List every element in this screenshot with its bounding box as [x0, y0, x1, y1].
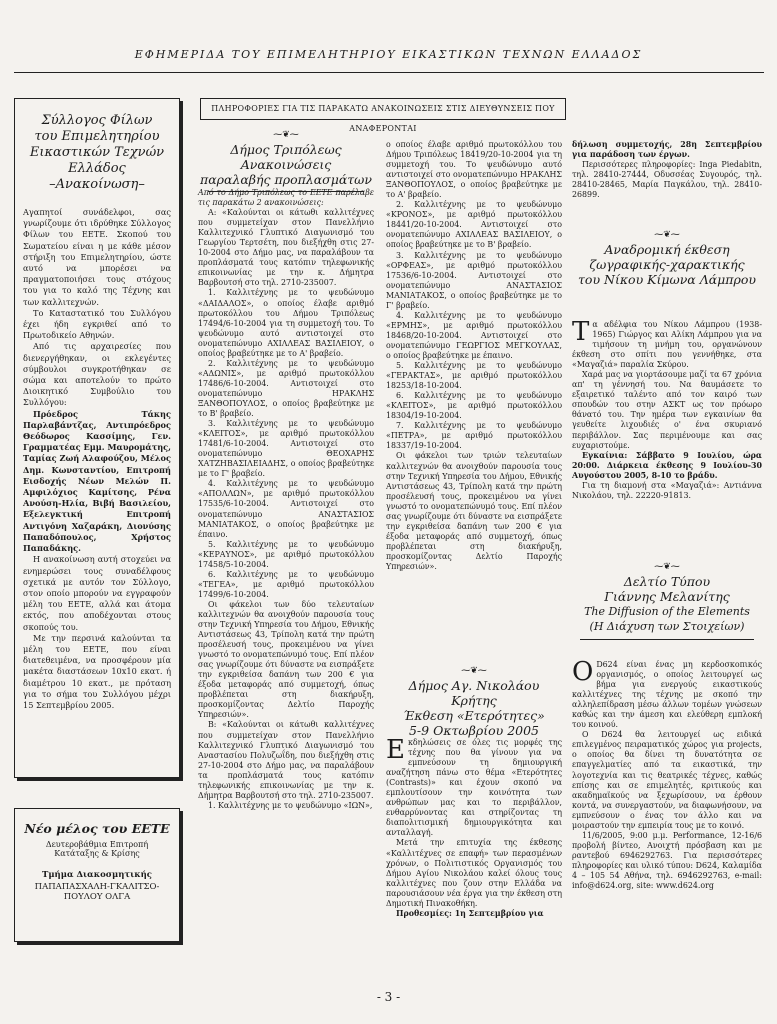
friends-association-text: Αγαπητοί συνάδελφοι, σας γνωρίζουμε ότι ιδρύθηκε Σύλλογος Φίλων του ΕΕΤΕ. Σκοπού του Σωματείου είναι η με κάθε μέσον στήριξη του Επιμελητηρίου, ώστε αυτό να μπορέσει να πραγματοποιήσει τους στόχους του για το καλό της Τέχνης και των καλλιτεχνών. Το Καταστατικό του Συλλόγου έχει ήδη εγκριθεί από το Πρωτοδικείο Αθηνών. Από τις αρχαιρεσίες που διενεργήθηκαν, οι εκλεγέντες σύμβουλοι συγκροτήθηκαν σε σώμα και αποτελούν το πρώτο Διοικητικό Συμβούλιο του Συλλόγου: Πρόεδρος Τάκης Παρλαβάντζας, Αντιπρόεδρος Θεόδωρος Κασσίμης, Γεν. Γραμματέας Εμμ. Μαυρομάτης, Ταμίας Ζωή Αλαφούζου, Μέλος Δημ. Κωνσταντίου, Επιτροπή Εισδοχής Νέων Μελών Π. Αμφιλόχιος Καμίτσης, Ρένα Ανούση-Ηλία, Βιβή Βασιλείου, Εξελεγκτική Επιτροπή Αντιγόνη Χαζαράκη, Διονύσης Παπαδόπουλος, Χρήστος Παπαδάκης. Η ανακοίνωση αυτή στοχεύει να ενημερώσει τους συναδέλφους σχετικά με αυτόν τον Σύλλογο, στον οποίο μπορούν να εγγραφούν μέλη του ΕΕΤΕ, αλλά και άτομα εκτός, που αποδέχονται στους σκοπούς του. Με την περσινά καλούνται τα μέλη του ΕΕΤΕ, που είναι διατεθειμένα, να προσφέρουν μία μακέτα διαστάσεων 10x10 εκατ. ή διαμέτρου 10 εκατ., με πρόταση για το σήμα του Συλλόγου μέχρι 15 Σεπτεμβρίου 2005.	[23, 207, 171, 710]
friends-association-box	[14, 98, 180, 778]
divider	[580, 639, 754, 640]
lampros-text: Τα αδέλφια του Νίκου Λάμπρου (1938-1965) Γιώργος και Αλίκη Λάμπρου για να τιμήσουν τη μνήμη του, οργανώνουν έκθεση στο σπίτι που γεννήθηκε, στα «Μαγαζιά» παραλία Σκύρου. Χαρά μας να γιορτάσουμε μαζί τα 67 χρόνια απ' τη γέννησή του. Να θαυμάσετε το εξαιρετικό ταλέντο από τον καιρό των σπουδών του στην ΑΣΚΤ ως τον πρόωρο θάνατό του. Την ημέρα των εγκαινίων θα γευθείτε λιχουδιές ο' ένα σκυριανό περιβάλλον. Σας περιμένουμε και σας ευχαριστούμε. Εγκαίνια: Σάββατο 9 Ιουλίου, ώρα 20:00. Διάρκεια έκθεσης 9 Ιουλίου-30 Αυγούστου 2005, 8-10 το βράδυ. Για τη διαμονή στα «Μαγαζιά»: Αντιάννα Νικολάου, τηλ. 22220-91813.	[572, 317, 762, 500]
crete-continued-text: δήλωση συμμετοχής, 28η Σεπτεμβρίου για παράδοση των έργων. Περισσότερες πληροφορίες: Inga Piedabitn, τηλ. 28410-27444, Οδυσσέας Συγουρός, τηλ. 28410-28465, Μαρία Παγκάλου, τηλ. 28410-26899.	[572, 140, 762, 200]
tripoli-continued-text: ο οποίος έλαβε αριθμό πρωτοκόλλου του Δήμου Τριπόλεως 18419/20-10-2004 για τη συμμετοχή του. Το ψευδώνυμο αυτό αντιστοιχεί στο ονοματεπώνυμο ΗΡΑΚΛΗΣ ΞΑΝΘΟΠΟΥΛΟΣ, ο οποίος βραβεύτηκε με το Α' βραβείο. 2. Καλλιτέχνης με το ψευδώνυμο «ΚΡΟΝΟΣ», με αριθμό πρωτοκόλλου 18441/20-10-2004. Αντιστοιχεί στο ονοματεπώνυμο ΑΧΙΛΛΕΑΣ ΒΑΣΙΛΕΙΟΥ, ο οποίος βραβεύτηκε με το Β' βραβείο. 3. Καλλιτέχνης με το ψευδώνυμο «ΟΡΦΕΑΣ», με αριθμό πρωτοκόλλου 17536/6-10-2004. Αντιστοιχεί στο ονοματεπώνυμο ΑΝΑΣΤΑΣΙΟΣ ΜΑΝΙΑΤΑΚΟΣ, ο οποίος βραβεύτηκε με το Γ' βραβείο. 4. Καλλιτέχνης με το ψευδώνυμο «ΕΡΜΗΣ», με αριθμό πρωτοκόλλου 18468/20-10-2004. Αντιστοιχεί στο ονοματεπώνυμο ΓΕΩΡΓΙΟΣ ΜΕΓΚΟΥΛΑΣ, ο οποίος βραβεύτηκε με έπαινο. 5. Καλλιτέχνης με το ψευδώνυμο «ΓΕΡΑΚΤΑΣ», με αριθμό πρωτοκόλλου 18253/18-10-2004. 6. Καλλιτέχνης με το ψευδώνυμο «ΚΛΕΙΤΟΣ», με αριθμό πρωτοκόλλου 18304/19-10-2004. 7. Καλλιτέχνης με το ψευδώνυμο «ΠΕΤΡΑ», με αριθμό πρωτοκόλλου 18337/19-10-2004. Οι φάκελοι των τριών τελευταίων καλλιτεχνών θα ανοιχθούν παρουσία τους στην Τεχνική Υπηρεσία του Δήμου, Εθνικής Αντιστάσεως 43, Τρίπολη κατά την πρώτη προσέλευσή τους, προκειμένου να γίνει γνωστό το ονοματεπώνυμό τους. Επί πλέον σας γνωρίζουμε ότι δύναστε να εισπράξετε την εγκριθείσα δαπάνη των 200 € για έξοδα μεταφοράς από συμμετοχή, όπως προβλέπεται στη διακήρυξη, προσκομίζοντας Δελτίο Παροχής Υπηρεσιών».	[386, 140, 562, 571]
friends-association-title: Σύλλογος Φίλων του Επιμελητηρίου Εικαστικών Τεχνών Ελλάδος –Ανακοίνωση–	[29, 113, 165, 192]
crete-text: Εκδηλώσεις σε όλες τις μορφές της τέχνης που θα γίνουν για να εμπνεύσουν τη δημιουργική αναζήτηση πάνω στο θέμα «Ετερότητες (Contrasts)» και έχουν σκοπό να εμπλουτίσουν την κοινότητα των ανθρώπων μας και το περιβάλλον, ενθαρρύνοντας και στηρίζοντας τη διαπολιτισμική δημιουργικότητα και ανταλλαγή. Μετά την επιτυχία της έκθεσης «Καλλιτέχνες σε επαφή» των περασμένων χρόνων, ο Πολιτιστικός Οργανισμός του Δήμου Αγίου Νικολάου καλεί όλους τους καλλιτέχνες που ζουν στην Ελλάδα να παρουσιάσουν νέα έργα για την έκθεση στη Δημοτική Πινακοθήκη. Προθεσμίες: 1η Σεπτεμβρίου για	[386, 735, 562, 918]
page-number: - 3 -	[376, 990, 401, 1004]
press-release-heading: ⁓❦⁓ Δελτίο Τύπου Γιάννης Μελανίτης The Diffusion of the Elements (Η Διάχυση των Στοιχείων)	[572, 560, 762, 640]
crete-heading: ⁓❦⁓ Δήμος Αγ. Νικολάου Κρήτης Έκθεση «Ετερότητες» 5-9 Οκτωβρίου 2005	[386, 664, 562, 738]
masthead-rule	[14, 72, 764, 73]
dropcap: Τ	[572, 317, 590, 347]
masthead: ΕΦΗΜΕΡΙΔΑ ΤΟΥ ΕΠΙΜΕΛΗΤΗΡΙΟΥ ΕΙΚΑΣΤΙΚΩΝ ΤΕΧΝΩΝ ΕΛΛΑΔΟΣ	[134, 48, 643, 61]
ornament-icon: ⁓❦⁓	[654, 230, 680, 240]
info-banner: ΠΛΗΡΟΦΟΡΙΕΣ ΓΙΑ ΤΙΣ ΠΑΡΑΚΑΤΩ ΑΝΑΚΟΙΝΩΣΕΙΣ ΣΤΙΣ ΔΙΕΥΘΥΝΣΕΙΣ ΠΟΥ ΑΝΑΦΕΡΟΝΤΑΙ	[200, 98, 566, 120]
ornament-icon: ⁓❦⁓	[461, 666, 487, 676]
ornament-icon: ⁓❦⁓	[654, 562, 680, 572]
press-release-text: Ο D624 είναι ένας μη κερδοσκοπικός οργανισμός, ο οποίος λειτουργεί ως βήμα για ενεργούς εικαστικούς καλλιτέχνες της τέχνης με σκοπό την αλληλεπίδραση μέσω άλλων τομέων γνώσεων καθώς και την άμεση και ελεύθερη εμπλοκή του κοινού. Ο D624 θα λειτουργεί ως ειδικά επιλεγμένος πειραματικός χώρος για projects, ο οποίος θα δίνει τη δυνατότητα σε επαγγελματίες από τα εικαστικά, την λογοτεχνία και τις θεατρικές τέχνες, καθώς επίσης και σε επιμελητές, κριτικούς και ακαδημαϊκούς να ξεχωρίσουν, να έρθουν κοντά, να συνεργαστούν, να διαφωνήσουν, να εμπνεύσουν ο ένας τον άλλο και να μοιραστούν την εμπειρία τους με το κοινό. 11/6/2005, 9:00 μ.μ. Performance, 12-16/6 προβολή βίντεο, Ανοιχτή πρόσβαση και με ραντεβού 6946292763. Για περισσότερες πληροφορίες και υλικό τύπου: D624, Καλαμίδα 4 – 105 54 Αθήνα, τηλ. 6946292763, e-mail: info@d624.org, site: www.d624.org	[572, 657, 762, 891]
lampros-heading: ⁓❦⁓ Αναδρομική έκθεση ζωγραφικής-χαρακτικής του Νίκου Κίμωνα Λάμπρου	[572, 228, 762, 287]
new-member-box: Νέο μέλος του ΕΕΤΕ Δευτεροβάθμια Επιτροπή Κατάταξης & Κρίσης Τμήμα Διακοσμητικής ΠΑΠΑΠΑΣΧΑΛΗ-ΓΚΑΛΙΤΣΟ- ΠΟΥΛΟΥ ΟΛΓΑ	[14, 808, 180, 942]
ornament-icon: ⁓❦⁓	[273, 130, 299, 140]
dropcap: Ο	[572, 657, 594, 687]
tripoli-heading: ⁓❦⁓ Δήμος Τριπόλεως Ανακοινώσεις παραλαβής προπλασμάτων	[198, 128, 374, 192]
tripoli-text: Από το Δήμο Τριπόλεως το ΕΕΤΕ παρέλαβε τις παρακάτω 2 ανακοινώσεις: Α: «Καλούνται οι κάτωθι καλλιτέχνες που συμμετείχαν στον Πανελλήνιο Καλλιτεχνικό Γλυπτικό Διαγωνισμό του Γεωργίου Τερτσέτη, που διεξήχθη στις 27-10-2004 στο Δήμο μας, να παραλάβουν τα προπλάσματά τους κατόπιν τηλεφωνικής επικοινωνίας με την κ. Δήμητρα Βαρβουτσή στο τηλ. 2710-235007. 1. Καλλιτέχνης με το ψευδώνυμο «ΔΑΙΔΑΛΟΣ», ο οποίος έλαβε αριθμό πρωτοκόλλου του Δήμου Τριπόλεως 17494/6-10-2004 για τη συμμετοχή του. Το ψευδώνυμο αυτό αντιστοιχεί στο ονοματεπώνυμο ΑΧΙΛΛΕΑΣ ΒΑΣΙΛΕΙΟΥ, ο οποίος βραβεύτηκε με το Α' βραβείο. 2. Καλλιτέχνης με το ψευδώνυμο «ΑΔΩΝΙΣ», με αριθμό πρωτοκόλλου 17486/6-10-2004. Αντιστοιχεί στο ονοματεπώνυμο ΗΡΑΚΛΗΣ ΞΑΝΘΟΠΟΥΛΟΣ, ο οποίος βραβεύτηκε με το Β' βραβείο. 3. Καλλιτέχνης με το ψευδώνυμο «ΚΛΕΙΤΟΣ», με αριθμό πρωτοκόλλου 17481/6-10-2004. Αντιστοιχεί στο ονοματεπώνυμο ΘΕΟΧΑΡΗΣ ΧΑΤΖΗΒΑΣΙΛΕΙΑΔΗΣ, ο οποίος βραβεύτηκε με το Γ' βραβείο. 4. Καλλιτέχνης με το ψευδώνυμο «ΑΠΟΛΛΩΝ», με αριθμό πρωτοκόλλου 17535/6-10-2004. Αντιστοιχεί στο ονοματεπώνυμο ΑΝΑΣΤΑΣΙΟΣ ΜΑΝΙΑΤΑΚΟΣ, ο οποίος βραβεύτηκε με έπαινο. 5. Καλλιτέχνης με το ψευδώνυμο «ΚΕΡΑΥΝΟΣ», με αριθμό πρωτοκόλλου 17458/5-10-2004. 6. Καλλιτέχνης με το ψευδώνυμο «ΤΕΓΕΑ», με αριθμό πρωτοκόλλου 17499/6-10-2004. Οι φάκελοι των δύο τελευταίων καλλιτεχνών θα ανοιχθούν παρουσία τους στην Τεχνική Υπηρεσία του Δήμου, Εθνικής Αντιστάσεως 43, Τρίπολη κατά την πρώτη προσέλευσή τους, προκειμένου να γίνει γνωστό το ονοματεπώνυμό τους. Επί πλέον σας γνωρίζουμε ότι δύναστε να εισπράξετε την εγκριθείσα δαπάνη των 200 € για έξοδα μεταφοράς από συμμετοχή, όπως προβλέπεται στη διακήρυξη, προσκομίζοντας Δελτίο Παροχής Υπηρεσιών». Β: «Καλούνται οι κάτωθι καλλιτέχνες που συμμετείχαν στον Πανελλήνιο Καλλιτεχνικό Γλυπτικό Διαγωνισμό του Αναστασίου Πολυζωΐδη, που διεξήχθη στις 27-10-2004 στο Δήμο μας, να παραλάβουν τα προπλάσματά τους κατόπιν τηλεφωνικής επικοινωνίας με την κ. Δήμητρα Βαρβουτσή στο τηλ. 2710-235007. 1. Καλλιτέχνης με το ψευδώνυμο «ΙΩΝ»,	[198, 188, 374, 810]
dropcap: Ε	[386, 735, 405, 765]
new-member-title: Νέο μέλος του ΕΕΤΕ	[24, 821, 170, 836]
